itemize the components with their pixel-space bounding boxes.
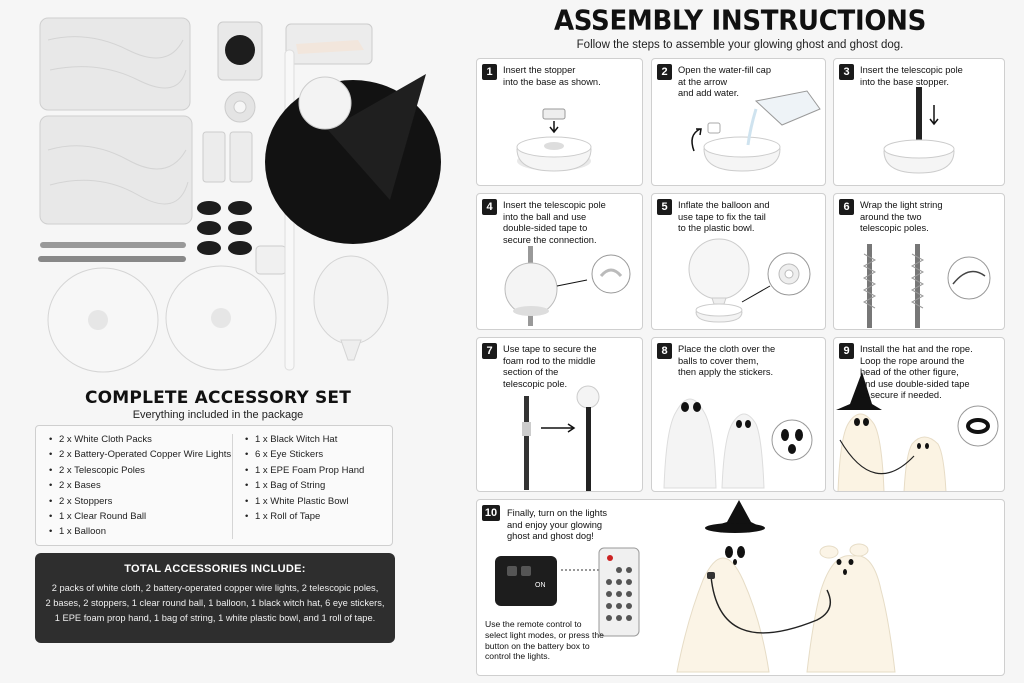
step-line: into the ball and use	[503, 211, 587, 222]
step-6	[833, 193, 1005, 330]
list-item: • 2 x Telescopic Poles	[49, 463, 231, 478]
total-text	[35, 581, 395, 626]
list-item: • 1 x White Plastic Bowl	[245, 494, 364, 509]
total-line: 1 EPE foam prop hand, 1 bag of string, 1 white plastic bowl, and 1 roll of tape.	[54, 613, 376, 623]
page-title: ASSEMBLY INSTRUCTIONS	[553, 5, 927, 37]
total-line: 2 packs of white cloth, 2 battery-operated copper wire lights, 2 telescopic poles,	[51, 583, 379, 593]
step-line: section of the	[503, 367, 559, 378]
list-item: • 2 x Bases	[49, 478, 231, 493]
step-number: 5	[657, 199, 672, 215]
step-line: to the plastic bowl.	[678, 223, 755, 234]
step-10	[476, 499, 1005, 676]
list-item: • 1 x Clear Round Ball	[49, 509, 231, 524]
step-line: head of the other figure,	[860, 367, 959, 378]
accessory-subtitle: Everything included in the package	[132, 409, 304, 421]
accessory-list-col1	[49, 432, 231, 540]
note-line: Use the remote control to	[485, 619, 582, 629]
step-text	[678, 65, 771, 100]
step-10-note	[485, 619, 615, 662]
step-text	[860, 344, 973, 402]
step-line: and enjoy your glowing	[507, 519, 603, 530]
accessory-title: COMPLETE ACCESSORY SET	[84, 388, 352, 408]
step-number: 2	[657, 64, 672, 80]
step-1	[476, 58, 643, 186]
step-text	[860, 65, 963, 88]
step-line: telescopic pole.	[503, 378, 568, 389]
accessory-panel	[0, 0, 470, 683]
list-divider	[232, 434, 233, 539]
list-item: • 2 x Battery-Operated Copper Wire Lights	[49, 447, 231, 462]
note-line: button on the battery box to	[485, 640, 590, 651]
list-item: • 1 x Bag of String	[245, 478, 364, 493]
step-3	[833, 58, 1005, 186]
step-line: use tape to fix the tail	[678, 211, 766, 222]
step-line: Loop the rope around the	[860, 355, 965, 366]
step-2	[651, 58, 826, 186]
step-line: then apply the stickers.	[678, 367, 774, 378]
step-number: 4	[482, 199, 497, 215]
step-line: Use tape to secure the	[503, 344, 597, 354]
step-5	[651, 193, 826, 330]
step-text	[503, 65, 601, 88]
step-line: to secure if needed.	[860, 390, 942, 401]
step-7	[476, 337, 643, 492]
step-line: Finally, turn on the lights	[507, 508, 608, 518]
step-4	[476, 193, 643, 330]
step-text	[503, 344, 597, 390]
list-item: • 1 x EPE Foam Prop Hand	[245, 463, 364, 478]
step-line: ghost and ghost dog!	[507, 531, 594, 542]
step-line: around the two	[860, 211, 922, 222]
step-line: Insert the stopper	[503, 65, 576, 75]
total-title: TOTAL ACCESSORIES INCLUDE:	[124, 563, 306, 575]
step-line: into the base as shown.	[503, 76, 601, 87]
battery-on-label: ON	[535, 582, 546, 589]
step-8	[651, 337, 826, 492]
step-9	[833, 337, 1005, 492]
step-text	[507, 508, 607, 543]
step-line: Insert the telescopic pole	[503, 200, 606, 210]
step-number: 10	[482, 505, 500, 521]
step-line: Inflate the balloon and	[678, 200, 770, 210]
step-line: Wrap the light string	[860, 200, 943, 210]
step-line: into the base stopper.	[860, 76, 949, 87]
accessory-list-col2	[245, 432, 364, 524]
step-text	[678, 344, 775, 379]
step-line: Install the hat and the rope.	[860, 344, 973, 354]
step-line: at the arrow	[678, 76, 728, 87]
step-text	[860, 200, 943, 235]
step-line: Open the water-fill cap	[678, 65, 772, 75]
list-item: • 1 x Roll of Tape	[245, 509, 364, 524]
step-line: telescopic poles.	[860, 223, 929, 234]
step-number: 3	[839, 64, 854, 80]
step-line: and use double-sided tape	[860, 378, 970, 389]
accessory-list-box	[35, 425, 393, 546]
step-line: secure the connection.	[503, 234, 597, 245]
step-number: 1	[482, 64, 497, 80]
step-text	[678, 200, 770, 235]
note-line: select light modes, or press the	[485, 629, 604, 640]
list-item: • 2 x Stoppers	[49, 494, 231, 509]
step-line: Insert the telescopic pole	[860, 65, 963, 75]
note-line: control the lights.	[485, 651, 550, 662]
step-number: 8	[657, 343, 672, 359]
accessory-photo	[28, 10, 448, 380]
step-text	[503, 200, 606, 246]
page-subtitle: Follow the steps to assemble your glowing ghost and ghost dog.	[576, 39, 904, 51]
step-line: Place the cloth over the	[678, 344, 776, 354]
list-item: • 2 x White Cloth Packs	[49, 432, 231, 447]
step-number: 6	[839, 199, 854, 215]
list-item: • 6 x Eye Stickers	[245, 447, 364, 462]
step-number: 9	[839, 343, 854, 359]
step-line: balls to cover them,	[678, 355, 759, 366]
total-line: 2 bases, 2 stoppers, 1 clear round ball, 1 balloon, 1 black witch hat, 6 eye stickers,	[45, 598, 385, 608]
list-item: • 1 x Balloon	[49, 524, 231, 539]
list-item: • 1 x Black Witch Hat	[245, 432, 364, 447]
step-number: 7	[482, 343, 497, 359]
step-line: double-sided tape to	[503, 223, 588, 234]
step-line: and add water.	[678, 88, 739, 99]
total-accessories-box	[35, 553, 395, 643]
step-line: foam rod to the middle	[503, 355, 596, 366]
